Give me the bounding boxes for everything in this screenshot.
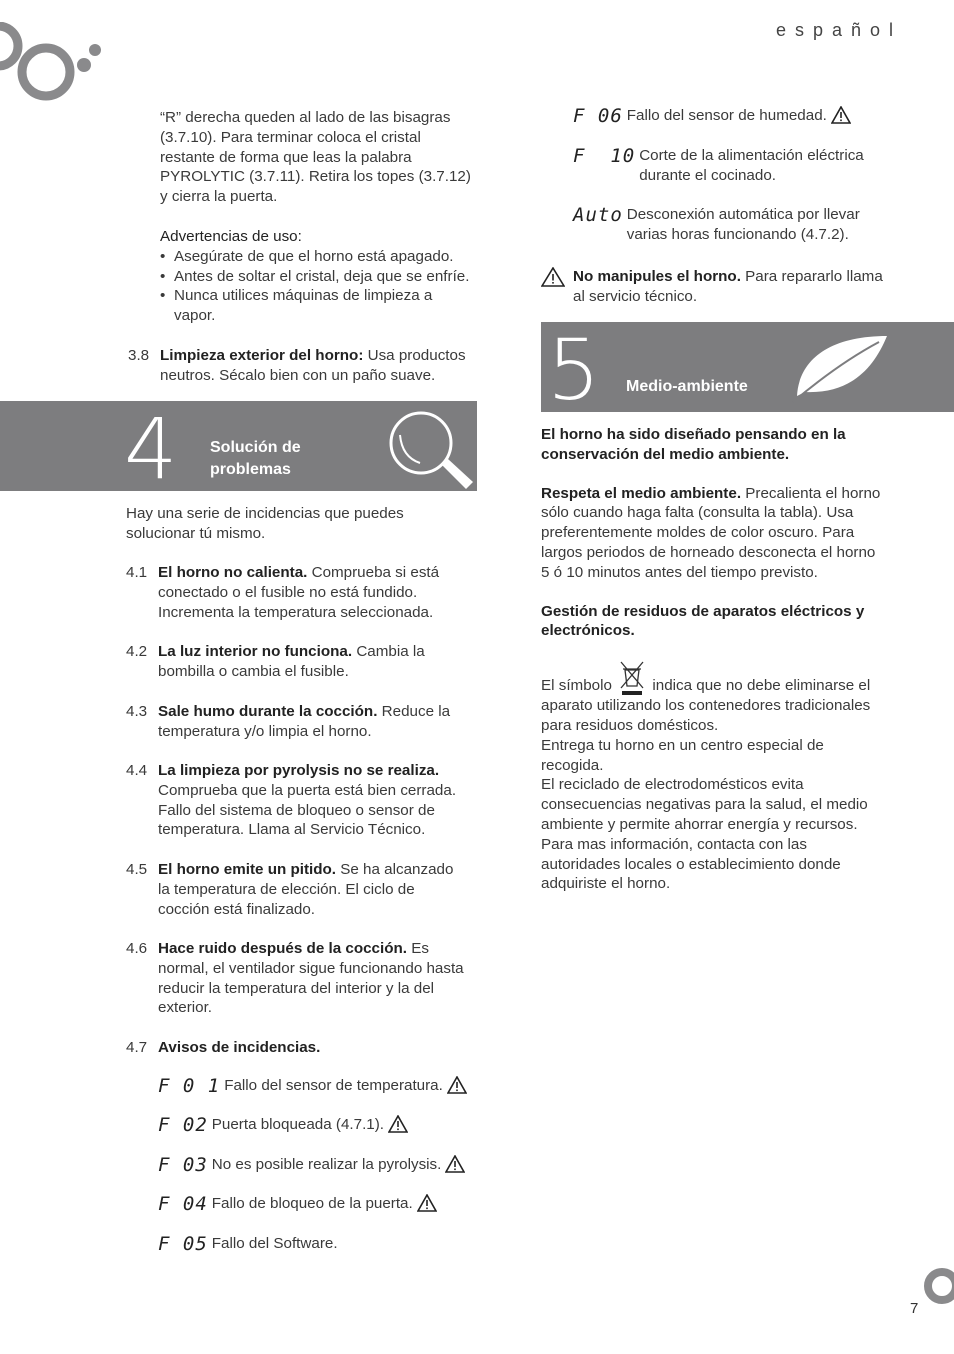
crossed-bin-icon xyxy=(619,660,645,696)
error-code: F 05 xyxy=(158,1233,208,1255)
warning-item: • Nunca utilices máquinas de limpieza a vapor. xyxy=(160,286,464,326)
intro-paragraph: “R” derecha queden al lado de las bisagras (3.7.10). Para terminar coloca el cristal restante de forma que leas la palabra PYROLYTIC (3.7.11). Retira los topes (3.7.12) y cierra la puerta. xyxy=(160,109,471,206)
error-code: Auto xyxy=(573,204,623,226)
environment-lead: El horno ha sido diseñado pensando en la conservación del medio ambiente. xyxy=(541,426,846,463)
page-number: 7 xyxy=(910,1300,919,1317)
weee-title: Gestión de residuos de aparatos eléctricos y electrónicos. xyxy=(541,602,865,640)
error-code: F 06 xyxy=(573,105,623,127)
section-4-title: Solución de problemas xyxy=(210,439,301,478)
section-5-body: El horno ha sido diseñado pensando en la conservación del medio ambiente. Respeta el medio ambiente. Precalienta el horno sólo cuando haga falta (consulta la tabla). Usa preferentemente moldes de color oscuro. Para largos periodos de horneado desconecta el horno 5 ó 10 minutos antes del tiempo previsto. Gestión de residuos de aparatos eléctricos y electrónicos. El símbolo indica que no debe eliminarse el aparato utilizando los contenedores tradicionales para residuos domésticos. Entrega tu horno en un centro especial de recogida. El reciclado de electrodomésticos evita consecuencias negativas para la salud, el medio ambiente y permite ahorrar energía y recursos. Para mas información, contacta con las autoridades locales o establecimiento donde adquiriste el horno. xyxy=(541,425,886,894)
error-code: F 10 xyxy=(573,145,636,167)
error-code-row: F 0 1 Fallo del sensor de temperatura. xyxy=(158,1076,467,1096)
section-4-intro: Hay una serie de incidencias que puedes solucionar tú mismo. xyxy=(126,505,404,542)
usage-warnings xyxy=(160,227,490,326)
section-5-title: Medio-ambiente xyxy=(626,378,748,395)
brand-circles-logo xyxy=(0,22,110,104)
warning-icon xyxy=(447,1076,467,1094)
magnifier-icon xyxy=(384,409,476,491)
error-code-row: F 02 Puerta bloqueada (4.7.1). xyxy=(158,1115,408,1135)
warning-item: • Asegúrate de que el horno está apagado. xyxy=(160,247,480,267)
warnings-title: Advertencias de uso: xyxy=(160,228,302,245)
section-3-8: 3.8 Limpieza exterior del horno: Usa productos neutros. Sécalo bien con un paño suave. xyxy=(128,347,466,384)
warning-icon xyxy=(388,1115,408,1133)
error-code: F 0 1 xyxy=(158,1075,221,1097)
warning-icon xyxy=(445,1155,465,1173)
leaf-icon xyxy=(789,330,891,404)
section-4-number: 4 xyxy=(124,400,178,498)
error-code: F 04 xyxy=(158,1193,208,1215)
error-code: F 03 xyxy=(158,1154,208,1176)
warning-icon xyxy=(417,1194,437,1212)
warning-icon xyxy=(541,267,565,287)
error-code-row: F 04 Fallo de bloqueo de la puerta. xyxy=(158,1194,437,1214)
technical-service-notice: No manipules el horno. Para repararlo llama al servicio técnico. xyxy=(541,267,901,307)
error-code-row: F 06 Fallo del sensor de humedad. xyxy=(573,106,851,126)
error-code-row: F 03 No es posible realizar la pyrolysis. xyxy=(158,1155,465,1175)
error-code: F 02 xyxy=(158,1114,208,1136)
warning-item: • Antes de soltar el cristal, deja que se enfríe. xyxy=(160,267,480,287)
section-4-header xyxy=(0,400,477,498)
error-code-row: F 10 Corte de la alimentación eléctrica durante el cocinado. xyxy=(573,145,864,184)
page-corner-circle xyxy=(922,1266,954,1306)
section-5-number: 5 xyxy=(547,321,601,419)
section-5-header xyxy=(541,321,954,419)
error-code-row: F 05 Fallo del Software. xyxy=(158,1233,338,1255)
language-label: español xyxy=(776,20,903,40)
error-code-row: Auto Desconexión automática por llevar varias horas funcionando (4.7.2). xyxy=(573,204,860,243)
warning-icon xyxy=(831,106,851,124)
